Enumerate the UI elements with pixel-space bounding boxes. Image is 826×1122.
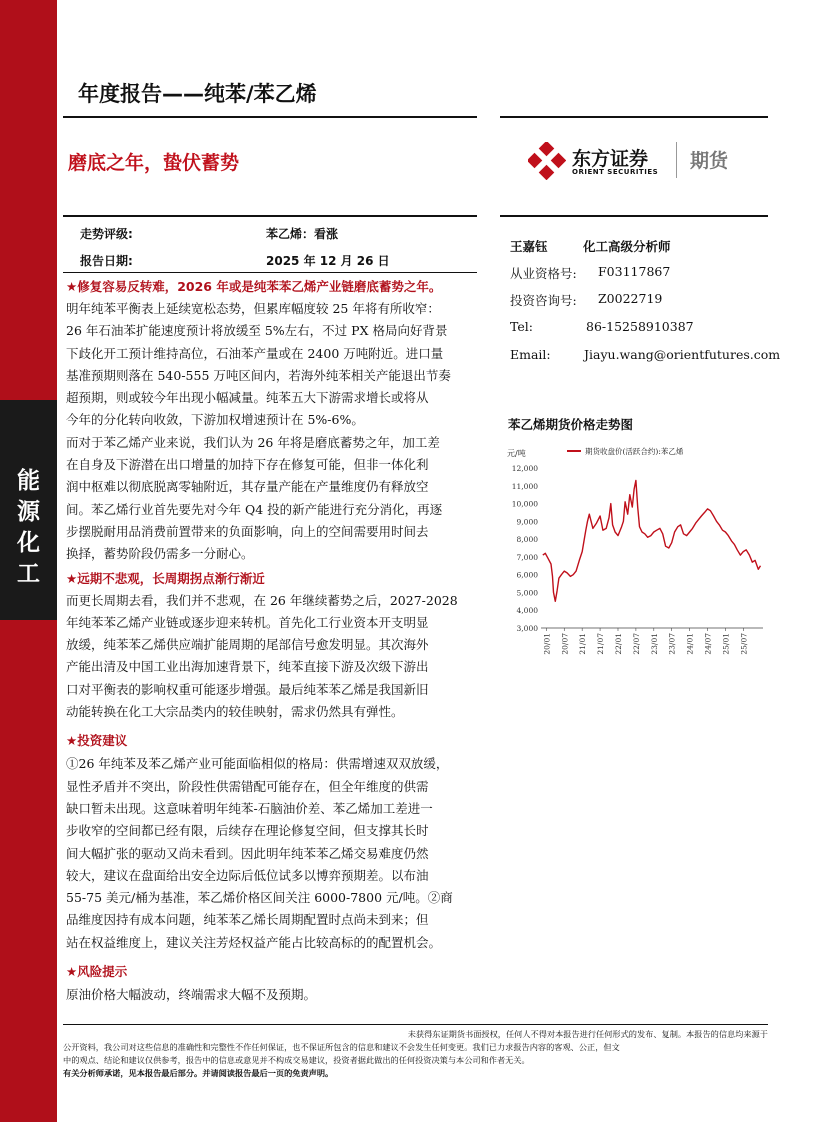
logo-division: 期货 [690,150,729,172]
text-line: 较大，建议在盘面给出安全边际后低位试多以博弈预期差。以布油 [66,867,429,883]
x-tick-label: 21/07 [596,633,606,655]
report-body [66,276,476,1006]
y-tick-label: 7,000 [516,552,538,562]
text-line: 产能出清及中国工业出海加速背景下，纯苯直接下游及次级下游出 [66,659,429,675]
disclaimer-rule [63,1024,768,1025]
analyst-row-label: Tel: [510,319,533,334]
sidebar-char: 化 [17,530,40,556]
report-subtitle: 磨底之年，蛰伏蓄势 [68,152,240,174]
meta-rule-top-right [500,215,768,217]
text-line: 明年纯苯平衡表上延续宽松态势，但累库幅度较 25 年将有所收窄： [66,301,440,316]
analyst-tel: 86-15258910387 [586,319,694,334]
section-paragraph [66,753,476,954]
text-line: 步收窄的空间都已经有限，后续存在理论修复空间，但支撑其长时 [66,823,429,839]
analyst-name: 王嘉钰 [510,239,548,254]
sidebar-char: 工 [17,561,40,587]
disclaimer-line: 中的观点、结论和建议仅供参考，报告中的信息或意见并不构成交易建议，投资者据此做出的任何投资决策与本公司和作者无关。 [63,1055,530,1065]
x-tick-label: 23/01 [649,633,659,655]
x-tick-label: 24/01 [685,633,695,655]
x-tick-label: 22/01 [613,633,623,655]
sidebar-char: 能 [17,468,40,494]
report-title: 年度报告——纯苯/苯乙烯 [78,82,317,106]
x-axis [541,628,763,655]
analyst-email[interactable]: Jiayu.wang@orientfutures.com [584,347,781,362]
section-risk [66,960,476,1006]
title-rule-right [500,116,768,118]
x-tick-label: 25/07 [739,633,749,655]
logo-name-cn: 东方证券 [572,148,649,170]
text-line: 放缓，纯苯苯乙烯供应端扩能周期的尾部信号愈发明显。其次海外 [66,637,429,653]
section-heading: ★投资建议 [66,733,128,749]
disclaimer-footer: 有关分析师承诺，见本报告最后部分。并请阅读报告最后一页的免责声明。 [63,1068,334,1078]
logo-name-en: ORIENT SECURITIES [572,168,659,176]
section-paragraph [66,590,476,724]
section-heading: ★风险提示 [66,964,128,980]
analyst-row-label: 从业资格号: [510,266,577,281]
analyst-row-label: Email: [510,347,551,362]
text-line: 动能转换在化工大宗品类内的较佳映射，需求仍然具有弹性。 [66,704,404,720]
text-line: 基准预期则落在 540-555 万吨区间内，若海外纯苯相关产能退出节奏 [66,367,451,383]
text-line: 间。苯乙烯行业首先要先对今年 Q4 投的新产能进行充分消化，再逐 [66,501,443,517]
x-tick-label: 20/01 [542,633,552,655]
sidebar-char: 源 [17,499,40,525]
text-line: 26 年石油苯扩能速度预计将放缓至 5%左右，不过 PX 格局向好背景 [66,323,448,339]
y-tick-label: 5,000 [516,588,538,598]
legend-label: 期货收盘价(活跃合约):苯乙烯 [585,447,684,456]
text-line: 缺口暂未出现。这意味着明年纯苯-石脑油价差、苯乙烯加工差进一 [66,800,433,816]
y-tick-label: 10,000 [511,499,538,509]
section-outlook [66,568,476,724]
text-line: 换择，蓄势阶段仍需多一分耐心。 [66,546,254,562]
section-paragraph [66,298,476,566]
text-line: 今年的分化转向收敛，下游加权增速预计在 5%-6%。 [66,412,364,428]
y-tick-label: 9,000 [516,517,538,527]
y-tick-label: 8,000 [516,535,538,545]
x-tick-label: 23/07 [667,633,677,655]
price-chart [505,440,770,670]
chart-title: 苯乙烯期货价格走势图 [508,417,634,432]
text-line: 在自身及下游潜在出口增量的加持下存在修复可能，但非一体化利 [66,457,429,473]
x-tick-label: 24/07 [703,633,713,655]
text-line: 而更长周期去看，我们并不悲观，在 26 年继续蓄势之后，2027-2028 [66,592,458,608]
text-line: 下歧化开工预计维持高位，石油苯产量或在 2400 万吨附近。进口量 [66,345,444,361]
x-tick-label: 22/07 [631,633,641,655]
y-tick-label: 11,000 [511,481,538,491]
section-heading: ★修复容易反转难，2026 年或是纯苯苯乙烯产业链磨底蓄势之年。 [66,279,442,294]
trend-value: 苯乙烯：看涨 [266,227,339,241]
section-advice [66,729,476,954]
y-tick-label: 3,000 [516,624,538,633]
diamond-logo-icon [528,142,566,180]
text-line: 间大幅扩张的驱动又尚未看到。因此明年纯苯苯乙烯交易难度仍然 [66,845,429,861]
text-line: ①26 年纯苯及苯乙烯产业可能面临相似的格局：供需增速双双放缓， [66,756,449,772]
chart-unit-label: 元/吨 [507,449,526,458]
text-line: 显性矛盾并不突出，阶段性供需错配可能存在，但全年维度的供需 [66,778,429,794]
text-line: 站在权益维度上，建议关注芳烃权益产能占比较高标的的配置机会。 [66,934,442,950]
text-line: 超预期，则或较今年出现小幅减量。纯苯五大下游需求增长或将从 [66,390,429,406]
series-line-styrene [543,480,761,601]
section-paragraph [66,984,476,1006]
analyst-row-value: F03117867 [598,264,671,279]
y-tick-label: 4,000 [516,606,538,616]
text-line: 而对于苯乙烯产业来说，我们认为 26 年将是磨底蓄势之年，加工差 [66,434,440,450]
analyst-row-value: Z0022719 [598,291,663,306]
x-tick-label: 20/07 [560,633,570,655]
text-line: 55-75 美元/桶为基准，苯乙烯价格区间关注 6000-7800 元/吨。②商 [66,890,453,906]
analyst-title: 化工高级分析师 [583,239,671,254]
y-tick-label: 12,000 [511,464,538,473]
company-logo [528,142,758,182]
disclaimer-line: 公开资料，我公司对这些信息的准确性和完整性不作任何保证，也不保证所包含的信息和建议不会发生任何变更。我们已力求报告内容的客观、公正，但文 [63,1042,620,1052]
meta-rule-top [63,215,477,217]
text-line: 品维度因持有成本问题，纯苯苯乙烯长周期配置时点尚未到来；但 [66,912,429,928]
title-rule [63,116,477,118]
x-tick-label: 25/01 [721,633,731,655]
section-summary [66,276,476,566]
date-label: 报告日期: [80,254,133,268]
y-axis [512,464,538,633]
sidebar-category-label [0,466,57,590]
y-tick-label: 6,000 [516,570,538,580]
trend-label: 走势评级: [80,227,133,241]
text-line: 原油价格大幅波动，终端需求大幅不及预期。 [66,987,317,1003]
text-line: 年纯苯苯乙烯产业链或逐步迎来转机。首先化工行业资本开支明显 [66,614,429,630]
section-heading: ★远期不悲观，长周期拐点渐行渐近 [66,570,265,586]
date-value: 2025 年 12 月 26 日 [266,254,390,268]
text-line: 润中枢难以彻底脱离零轴附近，其存量产能在产量维度仍有释放空 [66,479,429,495]
text-line: 步摆脱耐用品消费前置带来的负面影响，向上的空间需要用时间去 [66,523,429,539]
disclaimer-block [63,1028,768,1080]
meta-rule-bottom [63,272,477,273]
x-tick-label: 21/01 [578,633,588,655]
text-line: 口对平衡表的影响权重可能逐步增强。最后纯苯苯乙烯是我国新旧 [66,681,429,697]
disclaimer-line: 未获得东证期货书面授权，任何人不得对本报告进行任何形式的发布、复制。本报告的信息均来源于 [407,1029,768,1039]
analyst-row-label: 投资咨询号: [510,293,577,308]
logo-divider [676,142,677,178]
